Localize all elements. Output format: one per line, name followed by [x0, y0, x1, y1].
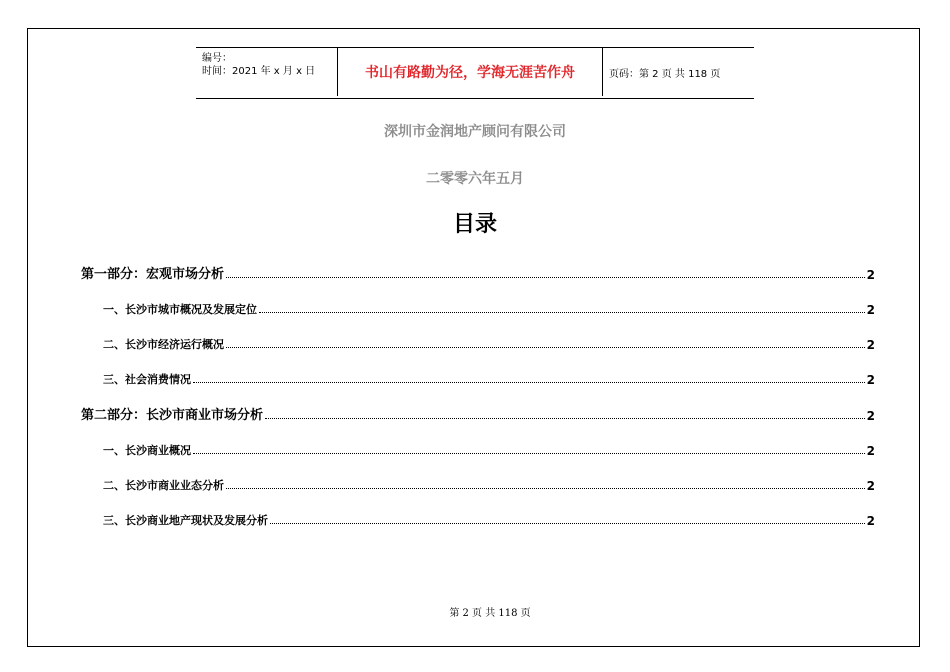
toc-entry[interactable] [81, 332, 875, 352]
toc-title: 目录 [452, 212, 497, 237]
toc-leader-dots [226, 488, 865, 489]
toc-entry[interactable] [81, 262, 875, 282]
document-date: 二零零六年五月 [426, 171, 524, 187]
toc-leader-dots [193, 382, 865, 383]
header-meta-cell [196, 48, 338, 96]
toc-entry-page: 2 [866, 268, 875, 282]
toc-entry-text: 二、长沙市商业业态分析 [103, 479, 224, 492]
time-label: 时间：2021 年 x 月 x 日 [202, 66, 316, 77]
toc-entry-page: 2 [866, 444, 875, 458]
toc-entry-text: 二、长沙市经济运行概况 [103, 338, 224, 351]
number-label: 编号： [202, 53, 232, 64]
toc-leader-dots [193, 453, 865, 454]
toc-leader-dots [270, 523, 865, 524]
toc-entry-page: 2 [866, 479, 875, 493]
company-name: 深圳市金润地产顾问有限公司 [384, 124, 566, 140]
page-label: 页码：第 2 页 共 118 页 [609, 68, 721, 80]
toc-entry-page: 2 [866, 514, 875, 528]
toc-leader-dots [259, 312, 865, 313]
toc-entry-text: 第一部分：宏观市场分析 [81, 267, 225, 282]
toc-entry-text: 一、长沙商业概况 [103, 444, 191, 457]
toc-entry[interactable] [81, 297, 875, 317]
toc-entry-page: 2 [866, 338, 875, 352]
toc-entry-text: 三、长沙商业地产现状及发展分析 [103, 514, 268, 527]
toc-entry-page: 2 [866, 409, 875, 423]
toc-entry[interactable] [81, 473, 875, 493]
toc-entry-text: 一、长沙市城市概况及发展定位 [103, 303, 257, 316]
toc-entry[interactable] [81, 438, 875, 458]
motto: 书山有路勤为径，学海无涯苦作舟 [338, 48, 603, 96]
toc-entry-page: 2 [866, 303, 875, 317]
header-table [196, 47, 754, 99]
toc-entry-text: 三、社会消费情况 [103, 373, 191, 386]
toc-leader-dots [226, 347, 865, 348]
toc-entry[interactable] [81, 403, 875, 423]
toc-entry[interactable] [81, 508, 875, 528]
toc-entry[interactable] [81, 367, 875, 387]
toc-leader-dots [226, 277, 865, 278]
toc-entry-page: 2 [866, 373, 875, 387]
toc-leader-dots [265, 418, 865, 419]
toc-entry-text: 第二部分：长沙市商业市场分析 [81, 408, 264, 423]
page-footer: 第 2 页 共 118 页 [449, 608, 531, 619]
